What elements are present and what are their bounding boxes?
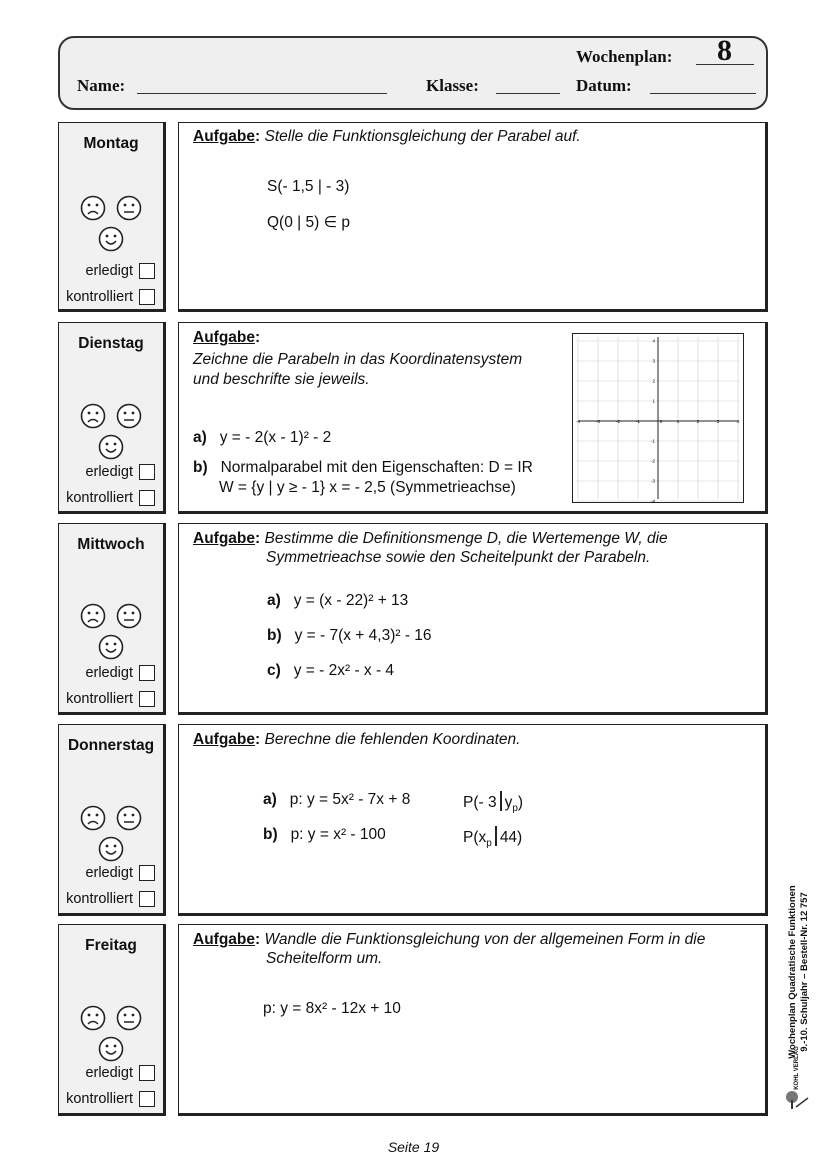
item-b — [267, 627, 432, 645]
day-panel-mittwoch — [58, 523, 166, 715]
task-heading — [193, 530, 668, 548]
row-freitag — [58, 924, 768, 1116]
item-a-label: a) — [193, 429, 207, 446]
row-montag — [58, 122, 768, 312]
x-tick-label: -3 — [595, 419, 601, 424]
task-heading — [193, 329, 260, 347]
sad-face-icon[interactable] — [80, 805, 106, 831]
task-prompt-line1: Zeichne die Parabeln in das Koordinatensystem — [193, 351, 523, 368]
sad-face-icon[interactable] — [80, 1005, 106, 1031]
side-label-line1: Wochenplan Quadratische Funktionen — [787, 885, 798, 1059]
wochenplan-number: 8 — [717, 34, 732, 67]
day-name: Donnerstag — [67, 737, 155, 754]
x-tick-label: 4 — [736, 419, 740, 424]
item-b-equation: p: y = x² - 100 — [290, 826, 386, 843]
point-a-prefix: P(- 3 — [463, 794, 497, 811]
y-tick-label: -2 — [650, 458, 655, 464]
point-b-divider — [495, 826, 497, 846]
name-label: Name: — [77, 76, 126, 95]
header-box — [58, 36, 768, 110]
sad-face-icon[interactable] — [80, 403, 106, 429]
erledigt-row — [85, 665, 155, 681]
point-a-divider — [500, 791, 502, 811]
item-b-label: b) — [263, 826, 278, 843]
item-a-label: a) — [267, 592, 281, 609]
item-a — [263, 791, 410, 809]
point-a-suffix: ) — [517, 794, 524, 811]
item-a-text: y = - 2(x - 1)² - 2 — [219, 429, 332, 446]
x-tick-label: 3 — [716, 419, 720, 424]
day-panel-montag — [58, 122, 166, 312]
mood-icons — [59, 195, 163, 257]
happy-face-icon[interactable] — [98, 1036, 124, 1062]
day-panel-donnerstag — [58, 724, 166, 916]
aufgabe-colon: : — [255, 128, 261, 145]
publisher-name: KOHL VERLAG — [794, 1046, 800, 1090]
task-heading — [193, 731, 520, 749]
item-c-text: y = - 2x² - x - 4 — [293, 662, 395, 679]
erledigt-label: erledigt — [85, 665, 133, 681]
page-number: Seite 19 — [387, 1139, 440, 1155]
task-prompt: Stelle die Funktionsgleichung der Parabel auf. — [264, 128, 581, 145]
y-tick-label: 4 — [652, 338, 655, 344]
side-label-line2: 9.-10. Schuljahr – Bestell-Nr. 12 757 — [799, 892, 810, 1052]
task-heading — [193, 128, 581, 146]
mood-icons — [59, 1005, 163, 1067]
mood-icons — [59, 603, 163, 665]
item-b-point — [463, 826, 522, 849]
happy-face-icon[interactable] — [98, 226, 124, 252]
erledigt-checkbox[interactable] — [139, 865, 155, 881]
kontrolliert-row — [66, 691, 155, 707]
kontrolliert-label: kontrolliert — [66, 289, 133, 305]
day-name: Montag — [83, 135, 139, 152]
sad-face-icon[interactable] — [80, 195, 106, 221]
tree-logo-icon — [784, 1090, 810, 1110]
aufgabe-colon: : — [255, 931, 261, 948]
publisher-logo — [784, 1090, 810, 1110]
point-b-sub: p — [486, 838, 492, 850]
sad-face-icon[interactable] — [80, 603, 106, 629]
aufgabe-colon: : — [255, 530, 261, 547]
kontrolliert-checkbox[interactable] — [139, 1091, 155, 1107]
neutral-face-icon[interactable] — [116, 1005, 142, 1031]
item-b-text-line2: W = {y | y ≥ - 1} x = - 2,5 (Symmetrieachse) — [219, 479, 516, 496]
item-c-label: c) — [267, 662, 281, 679]
neutral-face-icon[interactable] — [116, 195, 142, 221]
kontrolliert-label: kontrolliert — [66, 691, 133, 707]
erledigt-checkbox[interactable] — [139, 665, 155, 681]
task-prompt: Berechne die fehlenden Koordinaten. — [264, 731, 521, 748]
side-label — [784, 860, 814, 1110]
erledigt-row — [85, 464, 155, 480]
item-c — [267, 662, 394, 680]
item-b-label: b) — [267, 627, 282, 644]
aufgabe-label: Aufgabe — [193, 530, 255, 547]
x-tick-label: -4 — [575, 419, 581, 424]
aufgabe-label: Aufgabe — [193, 128, 255, 145]
y-tick-label: -1 — [650, 438, 655, 444]
erledigt-label: erledigt — [85, 464, 133, 480]
aufgabe-colon: : — [255, 731, 261, 748]
task-panel-montag — [178, 122, 768, 312]
x-tick-label: -1 — [635, 419, 641, 424]
erledigt-row — [85, 865, 155, 881]
item-a-equation: p: y = 5x² - 7x + 8 — [289, 791, 411, 808]
erledigt-label: erledigt — [85, 263, 133, 279]
item-a-label: a) — [263, 791, 277, 808]
kontrolliert-label: kontrolliert — [66, 1091, 133, 1107]
mood-icons — [59, 805, 163, 867]
name-field[interactable] — [137, 93, 387, 94]
erledigt-row — [85, 263, 155, 279]
point-b-prefix: P(x — [463, 829, 487, 846]
day-panel-freitag — [58, 924, 166, 1116]
aufgabe-colon: : — [255, 329, 261, 346]
aufgabe-label: Aufgabe — [193, 931, 255, 948]
kontrolliert-checkbox[interactable] — [139, 289, 155, 305]
happy-face-icon[interactable] — [98, 634, 124, 660]
item-b-text: Normalparabel mit den Eigenschaften: D = IR — [220, 459, 533, 476]
task-panel-mittwoch — [178, 523, 768, 715]
kontrolliert-row — [66, 490, 155, 506]
erledigt-checkbox[interactable] — [139, 263, 155, 279]
day-name: Freitag — [85, 937, 137, 954]
point-s: S(- 1,5 | - 3) — [267, 178, 350, 195]
item-b-label: b) — [193, 459, 208, 476]
equation: p: y = 8x² - 12x + 10 — [263, 1000, 401, 1017]
coordinate-system — [572, 333, 744, 503]
point-a-sub: p — [512, 803, 518, 815]
row-mittwoch — [58, 523, 768, 715]
x-tick-label: 1 — [676, 419, 680, 424]
task-prompt-line2: Scheitelform um. — [266, 950, 383, 967]
point-a-var: y — [504, 794, 513, 811]
task-panel-dienstag — [178, 322, 768, 514]
kontrolliert-label: kontrolliert — [66, 490, 133, 506]
datum-label: Datum: — [576, 76, 632, 95]
erledigt-label: erledigt — [85, 865, 133, 881]
row-donnerstag — [58, 724, 768, 916]
item-a-point — [463, 791, 523, 814]
item-b-text: y = - 7(x + 4,3)² - 16 — [294, 627, 432, 644]
item-b — [193, 459, 533, 477]
erledigt-checkbox[interactable] — [139, 464, 155, 480]
y-tick-label: -3 — [650, 478, 655, 484]
kontrolliert-checkbox[interactable] — [139, 891, 155, 907]
klasse-label: Klasse: — [426, 76, 479, 95]
item-a — [267, 592, 408, 610]
task-prompt-line1: Bestimme die Definitionsmenge D, die Wertemenge W, die — [264, 530, 668, 547]
task-panel-freitag — [178, 924, 768, 1116]
aufgabe-label: Aufgabe — [193, 731, 255, 748]
y-tick-label: 3 — [652, 358, 655, 364]
task-panel-donnerstag — [178, 724, 768, 916]
erledigt-checkbox[interactable] — [139, 1065, 155, 1081]
happy-face-icon[interactable] — [98, 434, 124, 460]
task-prompt-line1: Wandle die Funktionsgleichung von der allgemeinen Form in die — [264, 931, 706, 948]
neutral-face-icon[interactable] — [116, 805, 142, 831]
x-tick-label: 2 — [696, 419, 700, 424]
datum-field[interactable] — [650, 93, 756, 94]
klasse-field[interactable] — [496, 93, 560, 94]
x-tick-label: 0 — [659, 419, 663, 424]
neutral-face-icon[interactable] — [116, 403, 142, 429]
y-tick-label: -4 — [650, 498, 655, 503]
x-tick-label: -2 — [615, 419, 621, 424]
row-dienstag — [58, 322, 768, 514]
aufgabe-label: Aufgabe — [193, 329, 255, 346]
kontrolliert-checkbox[interactable] — [139, 490, 155, 506]
point-q: Q(0 | 5) ∈ p — [267, 214, 350, 231]
happy-face-icon[interactable] — [98, 836, 124, 862]
mood-icons — [59, 403, 163, 465]
day-panel-dienstag — [58, 322, 166, 514]
y-tick-label: 2 — [652, 378, 655, 384]
kontrolliert-checkbox[interactable] — [139, 691, 155, 707]
kontrolliert-row — [66, 289, 155, 305]
y-tick-label: 1 — [652, 398, 655, 404]
neutral-face-icon[interactable] — [116, 603, 142, 629]
erledigt-label: erledigt — [85, 1065, 133, 1081]
item-a — [193, 429, 331, 447]
day-name: Mittwoch — [77, 536, 145, 553]
task-prompt-line2: Symmetrieachse sowie den Scheitelpunkt der Parabeln. — [266, 549, 651, 566]
day-name: Dienstag — [78, 335, 144, 352]
item-b — [263, 826, 386, 844]
wochenplan-label: Wochenplan: — [576, 47, 673, 66]
kontrolliert-row — [66, 891, 155, 907]
task-heading — [193, 931, 705, 949]
item-a-text: y = (x - 22)² + 13 — [293, 592, 409, 609]
kontrolliert-row — [66, 1091, 155, 1107]
task-prompt-line2: und beschrifte sie jeweils. — [193, 371, 370, 388]
kontrolliert-label: kontrolliert — [66, 891, 133, 907]
erledigt-row — [85, 1065, 155, 1081]
point-b-suffix: 44) — [499, 829, 523, 846]
